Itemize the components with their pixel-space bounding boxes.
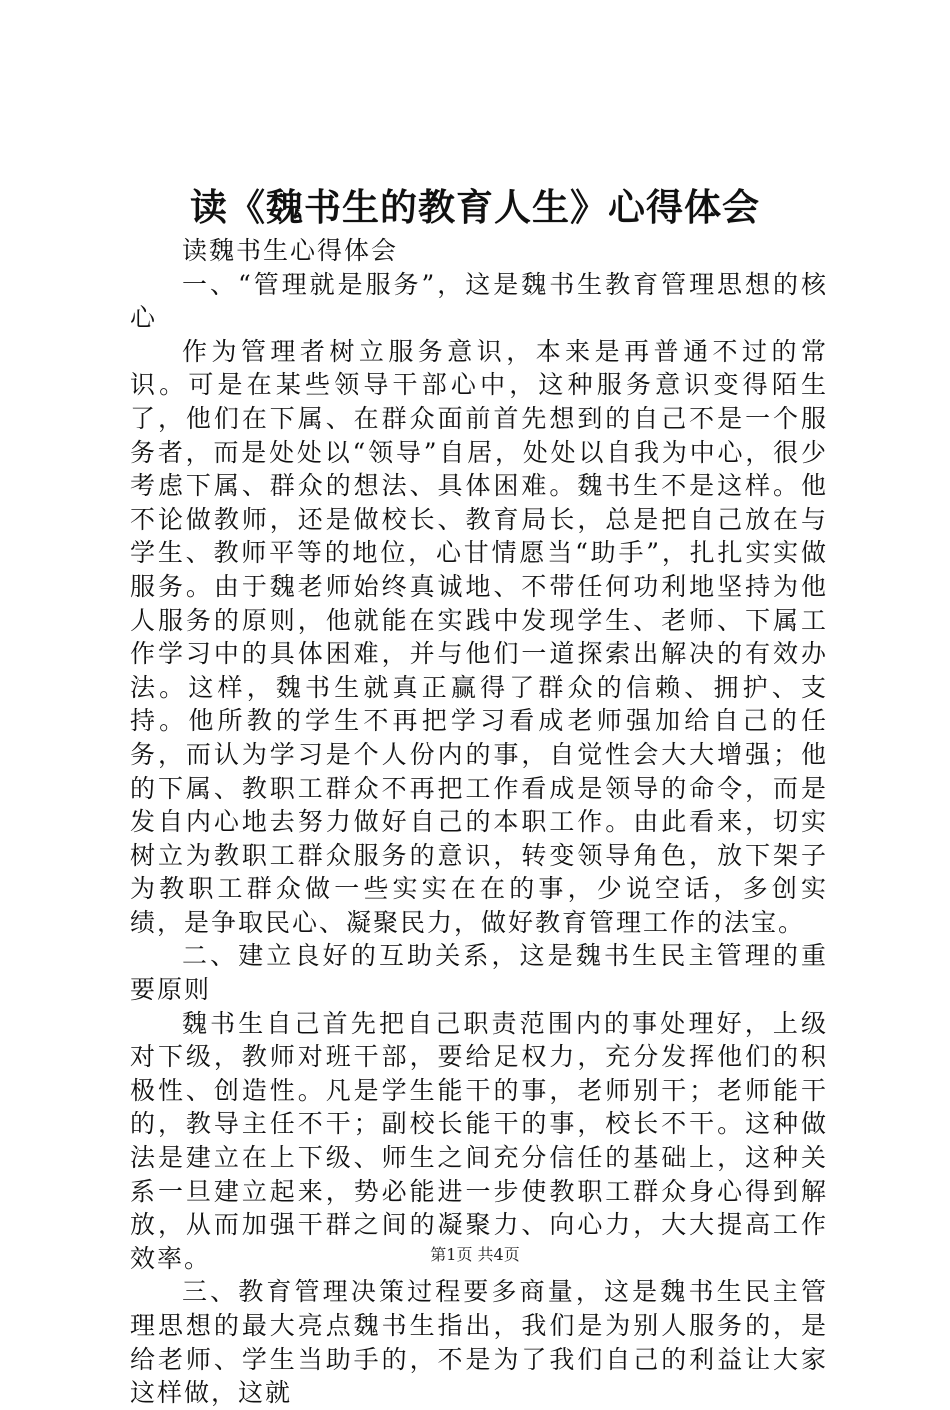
page-footer: [0, 1245, 950, 1265]
section-heading-1: 一、“管理就是服务”，这是魏书生教育管理思想的核心: [130, 269, 828, 333]
document-title: 读《魏书生的教育人生》心得体会: [190, 185, 760, 229]
body-paragraph-1: 作为管理者树立服务意识，本来是再普通不过的常识。可是在某些领导干部心中，这种服务意识变得陌生了，他们在下属、在群众面前首先想到的自己不是一个服务者，而是处处以“领导”自居，处处以自我为中心，很少考虑下属、群众的想法、具体困难。魏书生不是这样。他不论做教师，还是做校长、教育局长，总是把自己放在与学生、教师平等的地位，心甘情愿当“助手”，扎扎实实做服务。由于魏老师始终真诚地、不带任何功利地坚持为他人服务的原则，他就能在实践中发现学生、老师、下属工作学习中的具体困难，并与他们一道探索出解决的有效办法。这样，魏书生就真正赢得了群众的信赖、拥护、支持。他所教的学生不再把学习看成老师强加给自己的任务，而认为学习是个人份内的事，自觉性会大大增强；他的下属、教职工群众不再把工作看成是领导的命令，而是发自内心地去努力做好自己的本职工作。由此看来，切实树立为教职工群众服务的意识，转变领导角色，放下架子为教职工群众做一些实实在在的事，少说空话，多创实绩，是争取民心、凝聚民力，做好教育管理工作的法宝。: [130, 336, 828, 937]
section-heading-3: 三、教育管理决策过程要多商量，这是魏书生民主管理思想的最大亮点魏书生指出，我们是为别人服务的，是给老师、学生当助手的，不是为了我们自己的利益让大家这样做，这就: [130, 1277, 828, 1408]
section-heading-2: 二、建立良好的互助关系，这是魏书生民主管理的重要原则: [130, 941, 828, 1005]
document-body: [130, 234, 828, 1410]
body-paragraph-2: 魏书生自己首先把自己职责范围内的事处理好，上级对下级，教师对班干部，要给足权力，充分发挥他们的积极性、创造性。凡是学生能干的事，老师别干；老师能干的，教导主任不干；副校长能干的事，校长不干。这种做法是建立在上下级、师生之间充分信任的基础上，这种关系一旦建立起来，势必能进一步使教职工群众身心得到解放，从而加强干群之间的凝聚力、向心力，大大提高工作效率。: [130, 1008, 828, 1273]
subtitle-paragraph: 读魏书生心得体会: [182, 236, 399, 265]
page-number: 第1页 共4页: [430, 1245, 520, 1264]
